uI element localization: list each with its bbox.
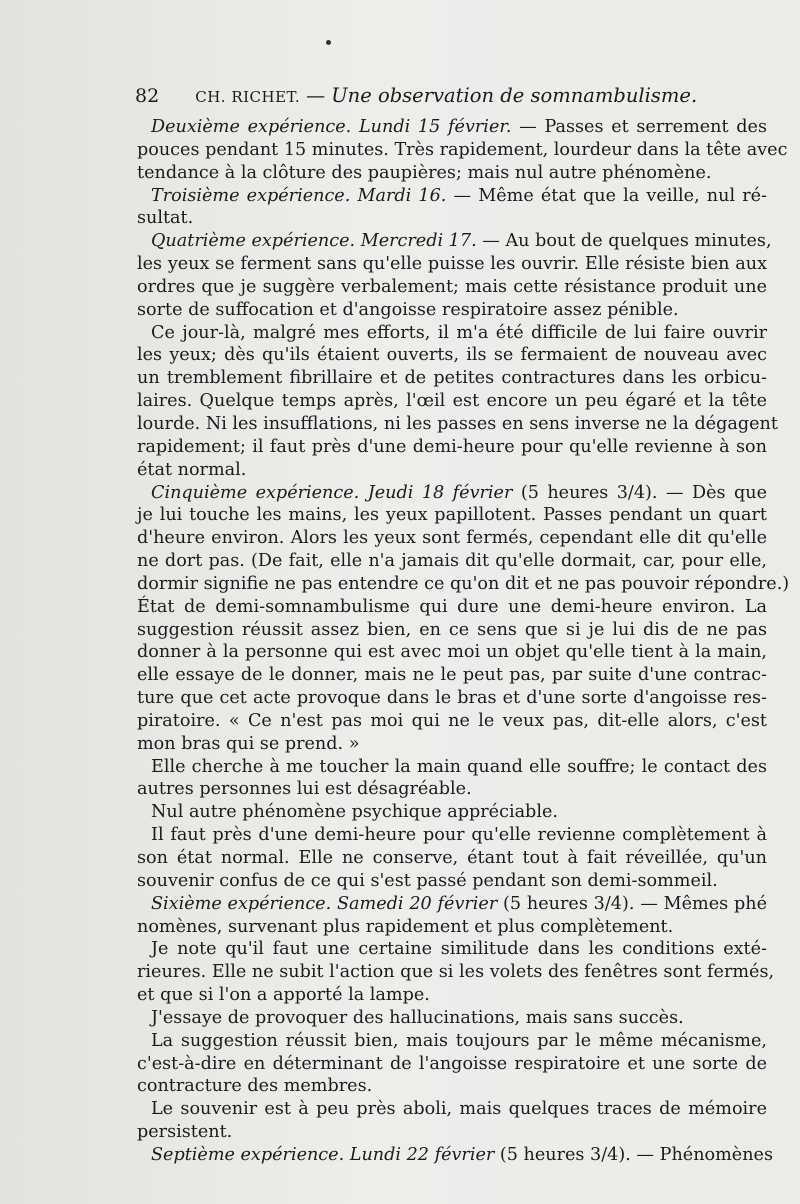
text-line: d'heure environ. Alors les yeux sont fermés, cependant elle dit qu'elle bbox=[137, 528, 767, 549]
experiment-heading: Quatrième expérience. Mercredi 17. bbox=[151, 231, 477, 252]
text-line: les yeux; dès qu'ils étaient ouverts, ils se fermaient de nouveau avec bbox=[137, 345, 767, 366]
line-continuation: — Même état que la veille, nul ré- bbox=[446, 185, 767, 206]
text-line: piratoire. « Ce n'est pas moi qui ne le veux pas, dit-elle alors, c'est bbox=[137, 710, 767, 731]
body-text bbox=[137, 116, 790, 1167]
text-line: état normal. bbox=[137, 459, 247, 480]
text-line: rapidement; il faut près d'une demi-heure pour qu'elle revienne à son bbox=[137, 436, 767, 457]
text-line: suggestion réussit assez bien, en ce sens que si je lui dis de ne pas bbox=[137, 619, 767, 640]
text-line: c'est-à-dire en déterminant de l'angoisse respiratoire et une sorte de bbox=[137, 1053, 767, 1074]
article-title: Une observation de somnambulisme. bbox=[331, 84, 698, 107]
text-line: Ce jour-là, malgré mes efforts, il m'a été difficile de lui faire ouvrir bbox=[151, 322, 767, 343]
text-line: tendance à la clôture des paupières; mais nul autre phénomène. bbox=[137, 162, 712, 183]
text-line: elle essaye de le donner, mais ne le peut pas, par suite d'une contrac- bbox=[137, 665, 767, 686]
text-line: contracture des membres. bbox=[137, 1076, 373, 1097]
text-line: autres personnes lui est désagréable. bbox=[137, 779, 472, 800]
text-line: dormir signifie ne pas entendre ce qu'on dit et ne pas pouvoir répondre.) bbox=[137, 573, 790, 594]
text-line: rieures. Elle ne subit l'action que si les volets des fenêtres sont fermés, bbox=[137, 962, 775, 983]
text-line bbox=[137, 1144, 773, 1167]
text-line: pouces pendant 15 minutes. Très rapidement, lourdeur dans la tête avec bbox=[137, 139, 788, 160]
text-line: Nul autre phénomène psychique appréciable. bbox=[151, 802, 558, 823]
author-name: CH. RICHET. bbox=[195, 88, 301, 106]
text-line: persistent. bbox=[137, 1122, 233, 1143]
text-line bbox=[137, 482, 767, 505]
experiment-heading: Cinquième expérience. Jeudi 18 février bbox=[151, 482, 513, 503]
text-line: Le souvenir est à peu près aboli, mais quelques traces de mémoire bbox=[151, 1099, 767, 1120]
line-continuation: — Au bout de quelques minutes, bbox=[476, 231, 772, 252]
text-line: je lui touche les mains, les yeux papillotent. Passes pendant un quart bbox=[137, 505, 767, 526]
text-line: laires. Quelque temps après, l'œil est encore un peu égaré et la tête bbox=[137, 391, 767, 412]
text-line: ture que cet acte provoque dans le bras et d'une sorte d'angoisse res- bbox=[137, 688, 767, 709]
line-continuation: (5 heures 3/4). — Phénomènes bbox=[494, 1144, 773, 1165]
text-line: Je note qu'il faut une certaine similitude dans les conditions exté- bbox=[151, 939, 767, 960]
experiment-heading: Troisième expérience. Mardi 16. bbox=[151, 185, 447, 206]
page-number: 82 bbox=[135, 85, 160, 107]
text-line bbox=[137, 116, 767, 139]
text-line: sorte de suffocation et d'angoisse respiratoire assez pénible. bbox=[137, 299, 679, 320]
text-line: sultat. bbox=[137, 208, 194, 229]
experiment-heading: Septième expérience. Lundi 22 février bbox=[151, 1144, 495, 1165]
text-line: ne dort pas. (De fait, elle n'a jamais dit qu'elle dormait, car, pour elle, bbox=[137, 551, 767, 572]
text-line: un tremblement fibrillaire et de petites contractures dans les orbicu- bbox=[137, 368, 767, 389]
text-line: mon bras qui se prend. » bbox=[137, 733, 360, 754]
text-line: La suggestion réussit bien, mais toujours par le même mécanisme, bbox=[151, 1030, 767, 1051]
text-line: les yeux se ferment sans qu'elle puisse les ouvrir. Elle résiste bien aux bbox=[137, 254, 767, 275]
text-line bbox=[137, 185, 767, 208]
text-line: ordres que je suggère verbalement; mais cette résistance produit une bbox=[137, 276, 767, 297]
header-dash: — bbox=[306, 85, 326, 107]
line-continuation: (5 heures 3/4). — Dès que bbox=[512, 482, 767, 503]
text-line: souvenir confus de ce qui s'est passé pendant son demi-sommeil. bbox=[137, 870, 718, 891]
text-line: son état normal. Elle ne conserve, étant tout à fait réveillée, qu'un bbox=[137, 848, 767, 868]
text-line bbox=[137, 893, 767, 916]
experiment-heading: Deuxième expérience. Lundi 15 février. bbox=[151, 117, 512, 137]
text-line: donner à la personne qui est avec moi un objet qu'elle tient à la main, bbox=[137, 642, 767, 663]
text-line: État de demi-somnambulisme qui dure une demi-heure environ. La bbox=[137, 596, 767, 617]
ink-speck bbox=[326, 40, 331, 45]
text-line: nomènes, survenant plus rapidement et plus complètement. bbox=[137, 916, 674, 937]
text-line: lourde. Ni les insufflations, ni les passes en sens inverse ne la dégagent bbox=[137, 413, 778, 434]
text-line: Elle cherche à me toucher la main quand elle souffre; le contact des bbox=[151, 756, 767, 777]
text-line: J'essaye de provoquer des hallucinations, mais sans succès. bbox=[151, 1007, 684, 1028]
text-line: et que si l'on a apporté la lampe. bbox=[137, 985, 430, 1006]
experiment-heading: Sixième expérience. Samedi 20 février bbox=[151, 893, 498, 914]
running-header bbox=[135, 84, 775, 107]
text-line: Il faut près d'une demi-heure pour qu'elle revienne complètement à bbox=[151, 825, 767, 846]
text-line bbox=[137, 230, 772, 253]
line-continuation: (5 heures 3/4). — Mêmes phé bbox=[497, 893, 767, 914]
line-continuation: — Passes et serrement des bbox=[511, 117, 767, 137]
